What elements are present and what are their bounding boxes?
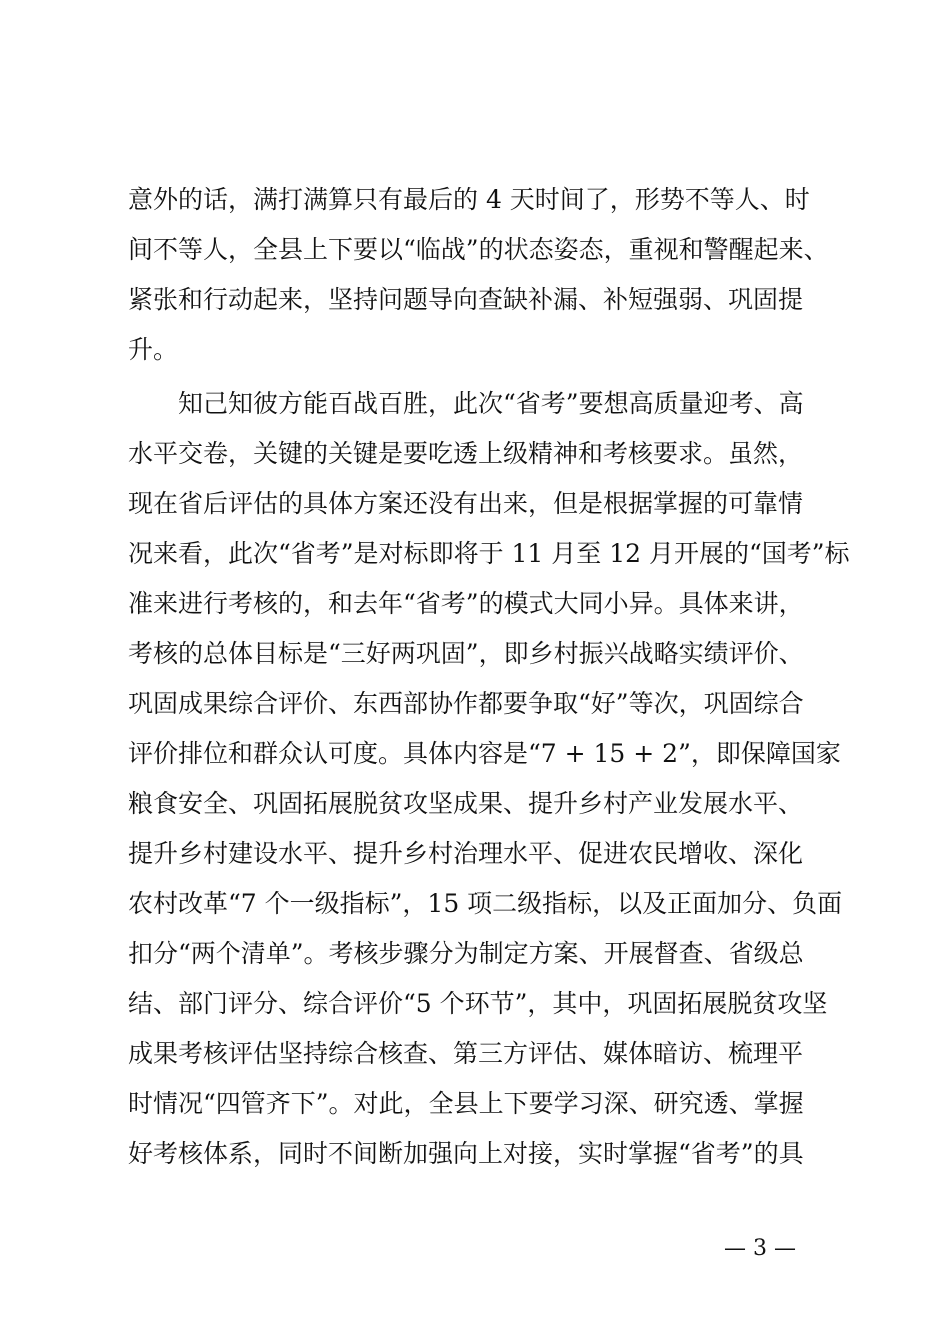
text-line: 好考核体系，同时不间断加强向上对接，实时掌握“省考”的具 <box>128 1139 804 1168</box>
text-line: 升。 <box>128 335 179 364</box>
text-line: 结、部门评分、综合评价“5 个环节”，其中，巩固拓展脱贫攻坚 <box>128 989 828 1018</box>
text-line: 间不等人，全县上下要以“临战”的状态姿态，重视和警醒起来、 <box>128 235 829 264</box>
text-line: 巩固成果综合评价、东西部协作都要争取“好”等次，巩固综合 <box>128 689 804 718</box>
text-line: 农村改革“7 个一级指标”，15 项二级指标，以及正面加分、负面 <box>128 889 843 918</box>
text-line: 紧张和行动起来，坚持问题导向查缺补漏、补短强弱、巩固提 <box>128 285 804 314</box>
text-line: 评价排位和群众认可度。具体内容是“7 + 15 + 2”，即保障国家 <box>128 739 841 768</box>
text-line: 意外的话，满打满算只有最后的 4 天时间了，形势不等人、时 <box>128 185 810 214</box>
text-line: 况来看，此次“省考”是对标即将于 11 月至 12 月开展的“国考”标 <box>128 539 850 568</box>
text-line: 时情况“四管齐下”。对此，全县上下要学习深、研究透、掌握 <box>128 1089 804 1118</box>
text-line: 成果考核评估坚持综合核查、第三方评估、媒体暗访、梳理平 <box>128 1039 804 1068</box>
text-line: 准来进行考核的，和去年“省考”的模式大同小异。具体来讲， <box>128 589 804 618</box>
page-number: — 3 — <box>724 1236 796 1261</box>
text-line: 粮食安全、巩固拓展脱贫攻坚成果、提升乡村产业发展水平、 <box>128 789 804 818</box>
text-line: 水平交卷，关键的关键是要吃透上级精神和考核要求。虽然， <box>128 439 804 468</box>
text-line: 现在省后评估的具体方案还没有出来，但是根据掌握的可靠情 <box>128 489 804 518</box>
text-line: 考核的总体目标是“三好两巩固”，即乡村振兴战略实绩评价、 <box>128 639 804 668</box>
text-line: 扣分“两个清单”。考核步骤分为制定方案、开展督查、省级总 <box>128 939 804 968</box>
paragraph-first-line: 知己知彼方能百战百胜，此次“省考”要想高质量迎考、高 <box>178 389 804 418</box>
text-line: 提升乡村建设水平、提升乡村治理水平、促进农民增收、深化 <box>128 839 804 868</box>
